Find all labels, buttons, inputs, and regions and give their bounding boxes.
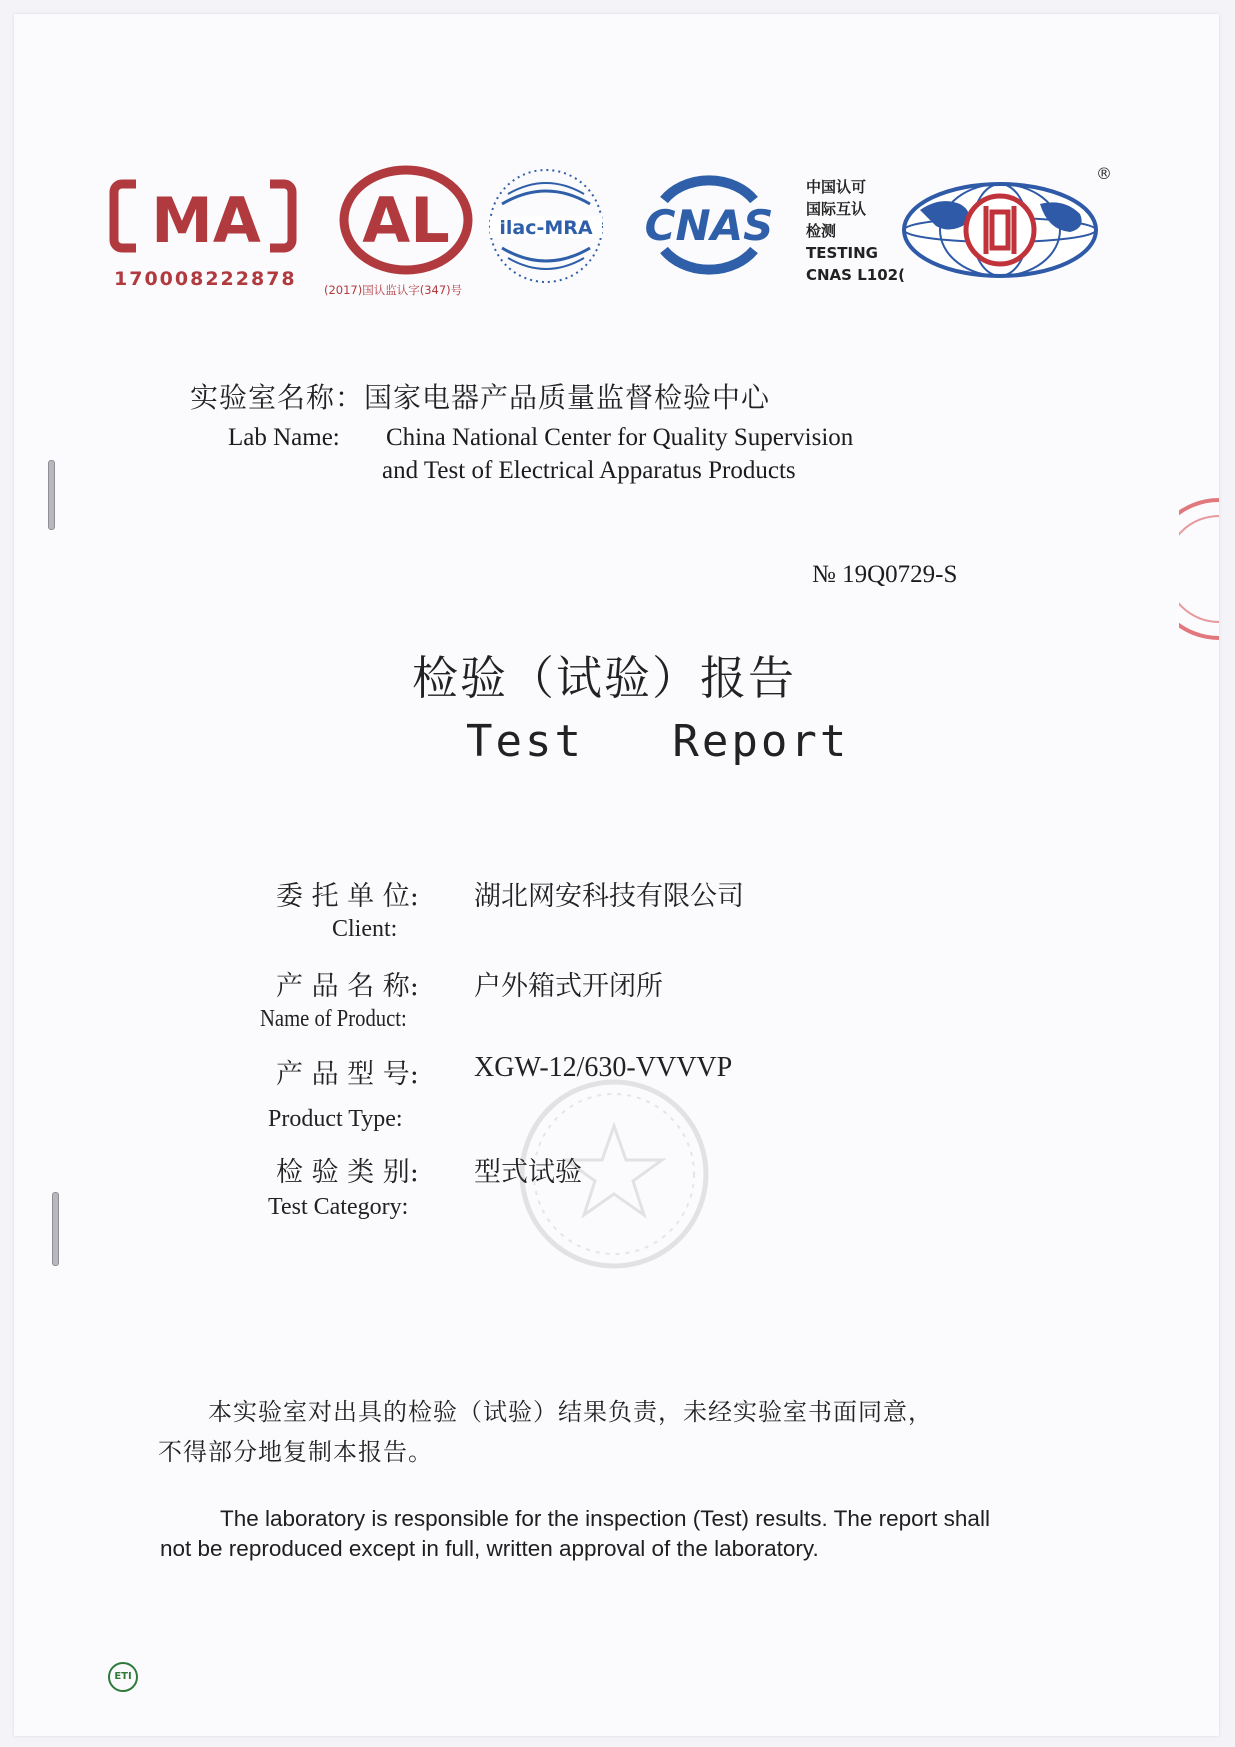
registered-mark: ® <box>1096 164 1112 183</box>
cma-emblem-icon <box>108 170 298 270</box>
client-value: 湖北网安科技有限公司 <box>474 881 744 912</box>
cnas-text-block <box>806 176 905 286</box>
cma-logo <box>108 170 308 290</box>
cnas-line-3: 检测 <box>806 222 837 240</box>
globe-certification-logo <box>900 164 1120 290</box>
cnas-line-4: TESTING <box>806 244 878 262</box>
cnas-emblem-icon <box>634 170 784 280</box>
report-number: № 19Q0729-S <box>812 561 958 588</box>
client-label-en: Client: <box>332 916 398 942</box>
cnas-line-2: 国际互认 <box>806 200 867 218</box>
product-type-label-en: Product Type: <box>268 1106 403 1132</box>
seal-watermark <box>514 1074 714 1278</box>
cma-number: 170008222878 <box>114 268 297 290</box>
svg-text:ilac-MRA: ilac-MRA <box>499 217 593 239</box>
cnas-line-5: CNAS L102( <box>806 266 905 284</box>
lab-name-zh: 实验室名称：国家电器产品质量监督检验中心 <box>190 381 771 414</box>
partial-red-stamp <box>1179 494 1219 648</box>
globe-emblem-icon <box>900 170 1100 282</box>
client-label-zh: 委 托 单 位: <box>276 881 419 912</box>
svg-text:CNAS: CNAS <box>644 201 774 250</box>
test-category-label-en: Test Category: <box>268 1194 409 1220</box>
report-title-en: Test Report <box>466 716 850 767</box>
lab-name-en-line1: China National Center for Quality Supervision <box>386 424 854 451</box>
staple-top <box>48 460 55 530</box>
ilac-mra-logo <box>484 164 614 294</box>
product-type-value: XGW-12/630-VVVVP <box>474 1052 733 1083</box>
svg-text:AL: AL <box>362 184 450 257</box>
report-page <box>14 14 1219 1736</box>
report-title-zh: 检验（试验）报告 <box>412 651 796 705</box>
test-category-label-zh: 检 验 类 别: <box>276 1157 419 1188</box>
staple-bottom <box>52 1192 59 1266</box>
lab-name-en-label: Lab Name: <box>228 424 340 451</box>
product-name-value: 户外箱式开闭所 <box>474 971 663 1002</box>
notice-zh-line2: 不得部分地复制本报告。 <box>158 1438 433 1466</box>
product-name-label-en: Name of Product: <box>260 1006 407 1032</box>
ilac-emblem-icon <box>484 164 608 288</box>
cnas-logo <box>634 170 914 290</box>
notice-en-line2: not be reproduced except in full, written approval of the laboratory. <box>160 1536 819 1561</box>
lab-name-en-line2: and Test of Electrical Apparatus Products <box>382 457 796 484</box>
cal-logo <box>324 164 494 304</box>
product-type-label-zh: 产 品 型 号: <box>276 1059 419 1090</box>
stamp-edge-icon <box>1179 494 1219 644</box>
notice-en-line1: The laboratory is responsible for the inspection (Test) results. The report shall <box>220 1506 990 1531</box>
cnas-line-1: 中国认可 <box>806 178 867 196</box>
notice-zh-line1: 本实验室对出具的检验（试验）结果负责，未经实验室书面同意， <box>208 1398 933 1426</box>
seal-star-icon <box>514 1074 714 1274</box>
eti-mark-text: ETI <box>114 1671 132 1682</box>
cal-certificate-number: (2017)国认监认字(347)号 <box>324 283 463 297</box>
eti-mark <box>108 1662 138 1692</box>
product-name-label-zh: 产 品 名 称: <box>276 971 419 1002</box>
svg-text:MA: MA <box>151 184 261 257</box>
cal-emblem-icon <box>336 164 476 276</box>
test-category-value: 型式试验 <box>474 1157 582 1188</box>
